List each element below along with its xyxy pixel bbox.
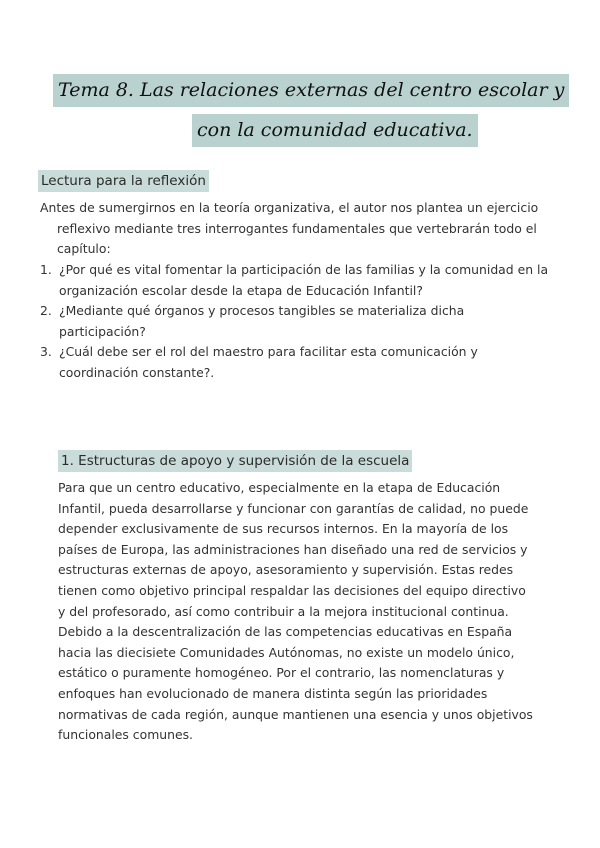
list-item <box>40 260 550 301</box>
list-number: 3. <box>40 344 52 360</box>
list-number: 1. <box>40 262 52 277</box>
section-1-body: Para que un centro educativo, especialmente en la etapa de Educación Infantil, pueda desarrollarse y funcionar con garantías de calidad, no puede depender exclusivamente de sus recursos internos. En la mayoría de los países de Europa, las administraciones han diseñado una red de servicios y estructuras externas de apoyo, asesoramiento y supervisión. Estas redes tienen como objetivo principal respaldar las decisiones del equipo directivo y del profesorado, así como contribuir a la mejora institucional continua. Debido a la descentralización de las competencias educativas en España hacia las diecisiete Comunidades Autónomas, no existe un modelo único, estático o puramente homogéneo. Por el contrario, las nomenclaturas y enfoques han evolucionado de manera distinta según las prioridades normativas de cada región, aunque mantienen una esencia y unos objetivos funcionales comunes. <box>58 480 533 743</box>
list-number: 2. <box>40 303 52 319</box>
questions-list <box>40 260 550 384</box>
reading-heading: Lectura para la reflexión <box>38 170 209 192</box>
list-item <box>40 342 550 383</box>
list-text: ¿Mediante qué órganos y procesos tangibles se materializa dicha participación? <box>59 303 465 339</box>
section-1-heading: 1. Estructuras de apoyo y supervisión de la escuela <box>58 450 412 472</box>
list-text: ¿Cuál debe ser el rol del maestro para facilitar esta comunicación y coordinación constante?. <box>59 344 478 380</box>
reading-intro: Antes de sumergirnos en la teoría organizativa, el autor nos plantea un ejercicio reflexivo mediante tres interrogantes fundamentales que vertebrarán todo el capítulo: <box>40 200 539 257</box>
title-line-1: Tema 8. Las relaciones externas del centro escolar y <box>53 74 569 107</box>
list-item <box>40 301 550 342</box>
list-text: ¿Por qué es vital fomentar la participación de las familias y la comunidad en la organización escolar desde la etapa de Educación Infantil? <box>59 262 549 298</box>
title-line-2: con la comunidad educativa. <box>192 114 478 147</box>
